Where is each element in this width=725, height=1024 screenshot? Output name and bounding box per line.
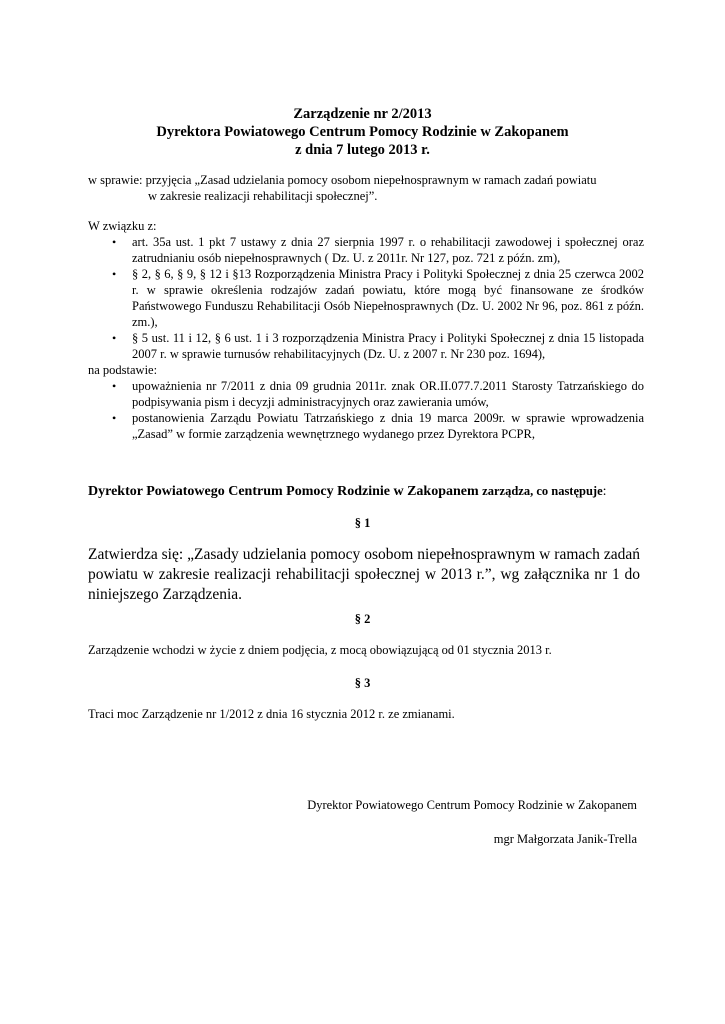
section-3-mark: § 3 <box>354 676 371 690</box>
signature-name: mgr Małgorzata Janik-Trella <box>493 832 637 846</box>
list-item: • upoważnienia nr 7/2011 z dnia 09 grudnia 2011r. znak OR.II.077.7.2011 Starosty Tatrzańskiego do podpisywania pism i decyzji administracyjnych oraz zawierania umów, <box>112 379 644 409</box>
basis-intro: W związku z: <box>88 219 157 233</box>
signature-role: Dyrektor Powiatowego Centrum Pomocy Rodzinie w Zakopanem <box>307 798 637 812</box>
section-3-text: Traci moc Zarządzenie nr 1/2012 z dnia 16 stycznia 2012 r. ze zmianami. <box>88 707 455 721</box>
document-title: Zarządzenie nr 2/2013 <box>293 106 432 122</box>
lead-text: Dyrektor Powiatowego Centrum Pomocy Rodzinie w Zakopanem <box>88 484 479 499</box>
subject-line-1: w sprawie: przyjęcia „Zasad udzielania pomocy osobom niepełnosprawnym w ramach zadań powiatu <box>88 173 597 187</box>
bullet-icon: • <box>112 411 117 425</box>
list-item: • art. 35a ust. 1 pkt 7 ustawy z dnia 27 sierpnia 1997 r. o rehabilitacji zawodowej i społecznej oraz zatrudnianiu osób niepełnosprawnych ( Dz. U. z 2011r. Nr 127, poz. 721 z późn. zm), <box>112 235 644 265</box>
list-item: • § 2, § 6, § 9, § 12 i §13 Rozporządzenia Ministra Pracy i Polityki Społecznej z dnia 25 czerwca 2002 r. w sprawie określenia rodzajów zadań powiatu, które mogą być finansowane ze środków Państwowego Funduszu Rehabilitacji Osób Niepełnosprawnych (Dz. U. 2002 Nr 96, poz. 861 z późn. zm.), <box>112 267 644 329</box>
section-2-mark: § 2 <box>354 612 371 626</box>
document-issuer: Dyrektora Powiatowego Centrum Pomocy Rodzinie w Zakopanem <box>156 124 569 140</box>
decision-lead <box>88 484 648 500</box>
basis-list-2 <box>88 378 644 442</box>
bullet-icon: • <box>112 331 117 345</box>
document-date: z dnia 7 lutego 2013 r. <box>295 142 430 158</box>
lead-colon: : <box>602 484 607 499</box>
lead-tail: zarządza, co następuje <box>482 484 603 498</box>
subject-block <box>88 172 643 204</box>
bullet-icon: • <box>112 267 117 281</box>
basis-list <box>88 234 644 362</box>
bullet-icon: • <box>112 379 117 393</box>
document-header <box>0 105 725 159</box>
bullet-icon: • <box>112 235 117 249</box>
legal-basis <box>88 218 644 442</box>
section-1-text: Zatwierdza się: „Zasady udzielania pomocy osobom niepełnosprawnym w ramach zadań powiatu w zakresie realizacji rehabilitacji społecznej w 2013 r.”, wg załącznika nr 1 do niniejszego Zarządzenia. <box>88 546 640 603</box>
basis-intro-2: na podstawie: <box>88 363 158 377</box>
list-item: • postanowienia Zarządu Powiatu Tatrzańskiego z dnia 19 marca 2009r. w sprawie wprowadzenia „Zasad” w formie zarządzenia wewnętrznego wydanego przez Dyrektora PCPR, <box>112 411 644 441</box>
subject-line-2: w zakresie realizacji rehabilitacji społecznej”. <box>148 189 378 203</box>
list-item: • § 5 ust. 11 i 12, § 6 ust. 1 i 3 rozporządzenia Ministra Pracy i Polityki Społecznej z dnia 15 listopada 2007 r. w sprawie turnusów rehabilitacyjnych (Dz. U. z 2007 r. Nr 230 poz. 1694), <box>112 331 644 361</box>
section-1-mark: § 1 <box>354 516 371 530</box>
section-2-text: Zarządzenie wchodzi w życie z dniem podjęcia, z mocą obowiązującą od 01 stycznia 2013 r. <box>88 643 552 657</box>
